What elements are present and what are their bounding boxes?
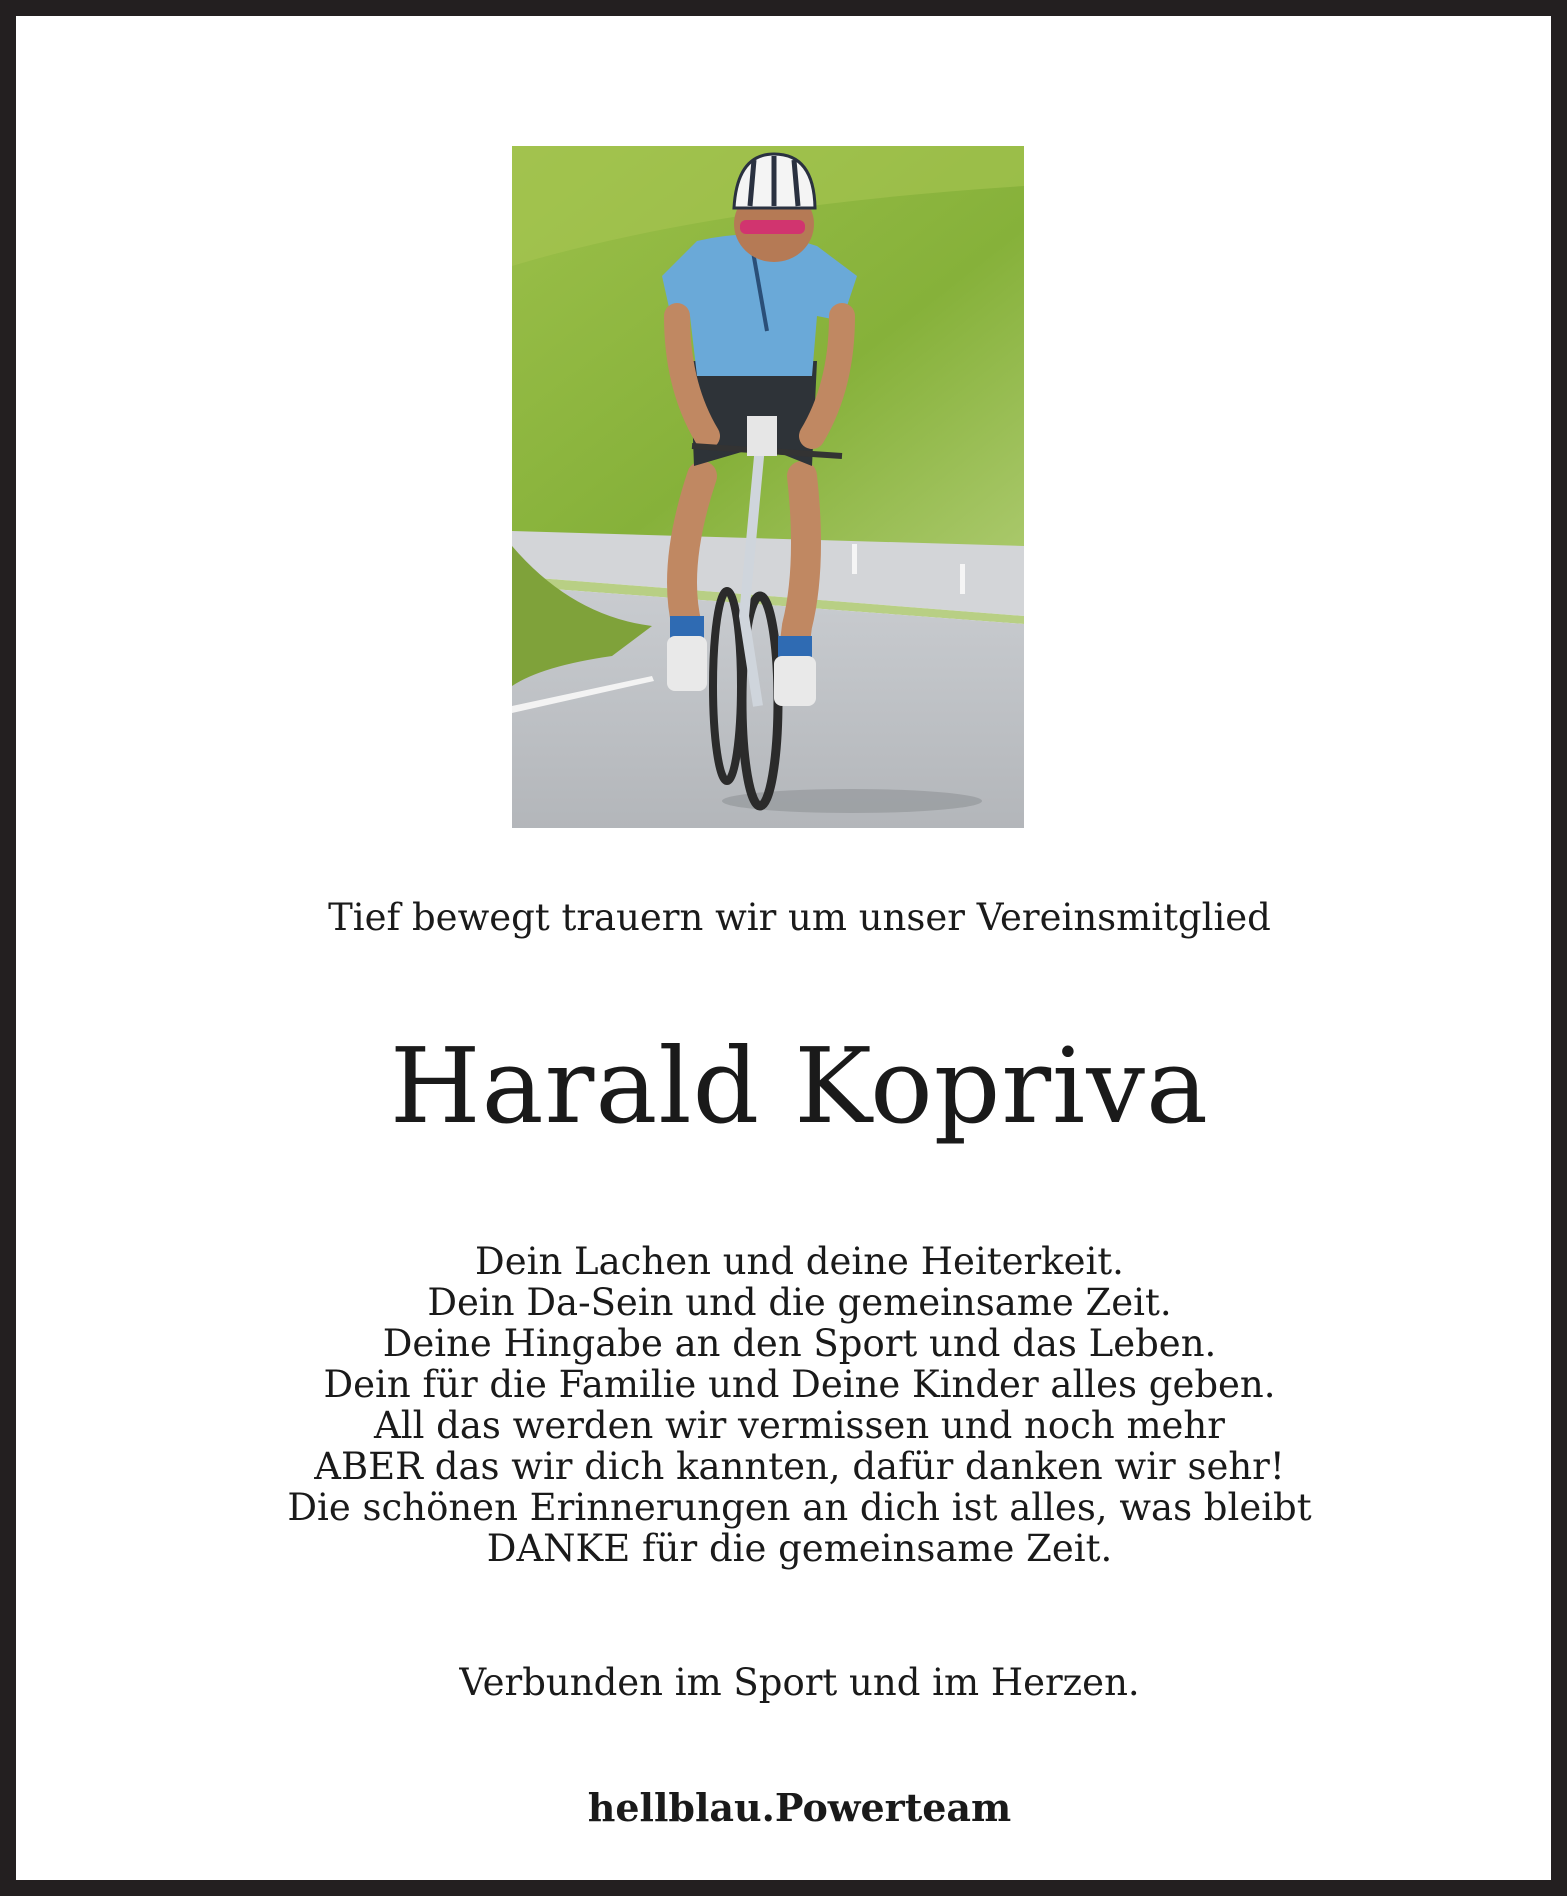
poem-line: Die schönen Erinnerungen an dich ist alles, was bleibt	[287, 1486, 1312, 1529]
poem-line: Dein Lachen und deine Heiterkeit.	[475, 1240, 1124, 1283]
poem-line: All das werden wir vermissen und noch mehr	[374, 1404, 1225, 1447]
cyclist-photo	[512, 146, 1024, 828]
poem	[16, 1241, 1567, 1569]
poem-line: Dein für die Familie und Deine Kinder alles geben.	[323, 1363, 1276, 1406]
deceased-name: Harald Kopriva	[389, 1025, 1210, 1147]
closing-text: Verbunden im Sport und im Herzen.	[459, 1661, 1140, 1704]
signature: hellblau.Powerteam	[587, 1785, 1012, 1830]
poem-line: Deine Hingabe an den Sport und das Leben.	[382, 1322, 1217, 1365]
poem-line: DANKE für die gemeinsame Zeit.	[486, 1527, 1113, 1570]
poem-line: Dein Da-Sein und die gemeinsame Zeit.	[427, 1281, 1172, 1324]
intro-text: Tief bewegt trauern wir um unser Vereinsmitglied	[328, 896, 1271, 939]
poem-line: ABER das wir dich kannten, dafür danken wir sehr!	[314, 1445, 1285, 1488]
